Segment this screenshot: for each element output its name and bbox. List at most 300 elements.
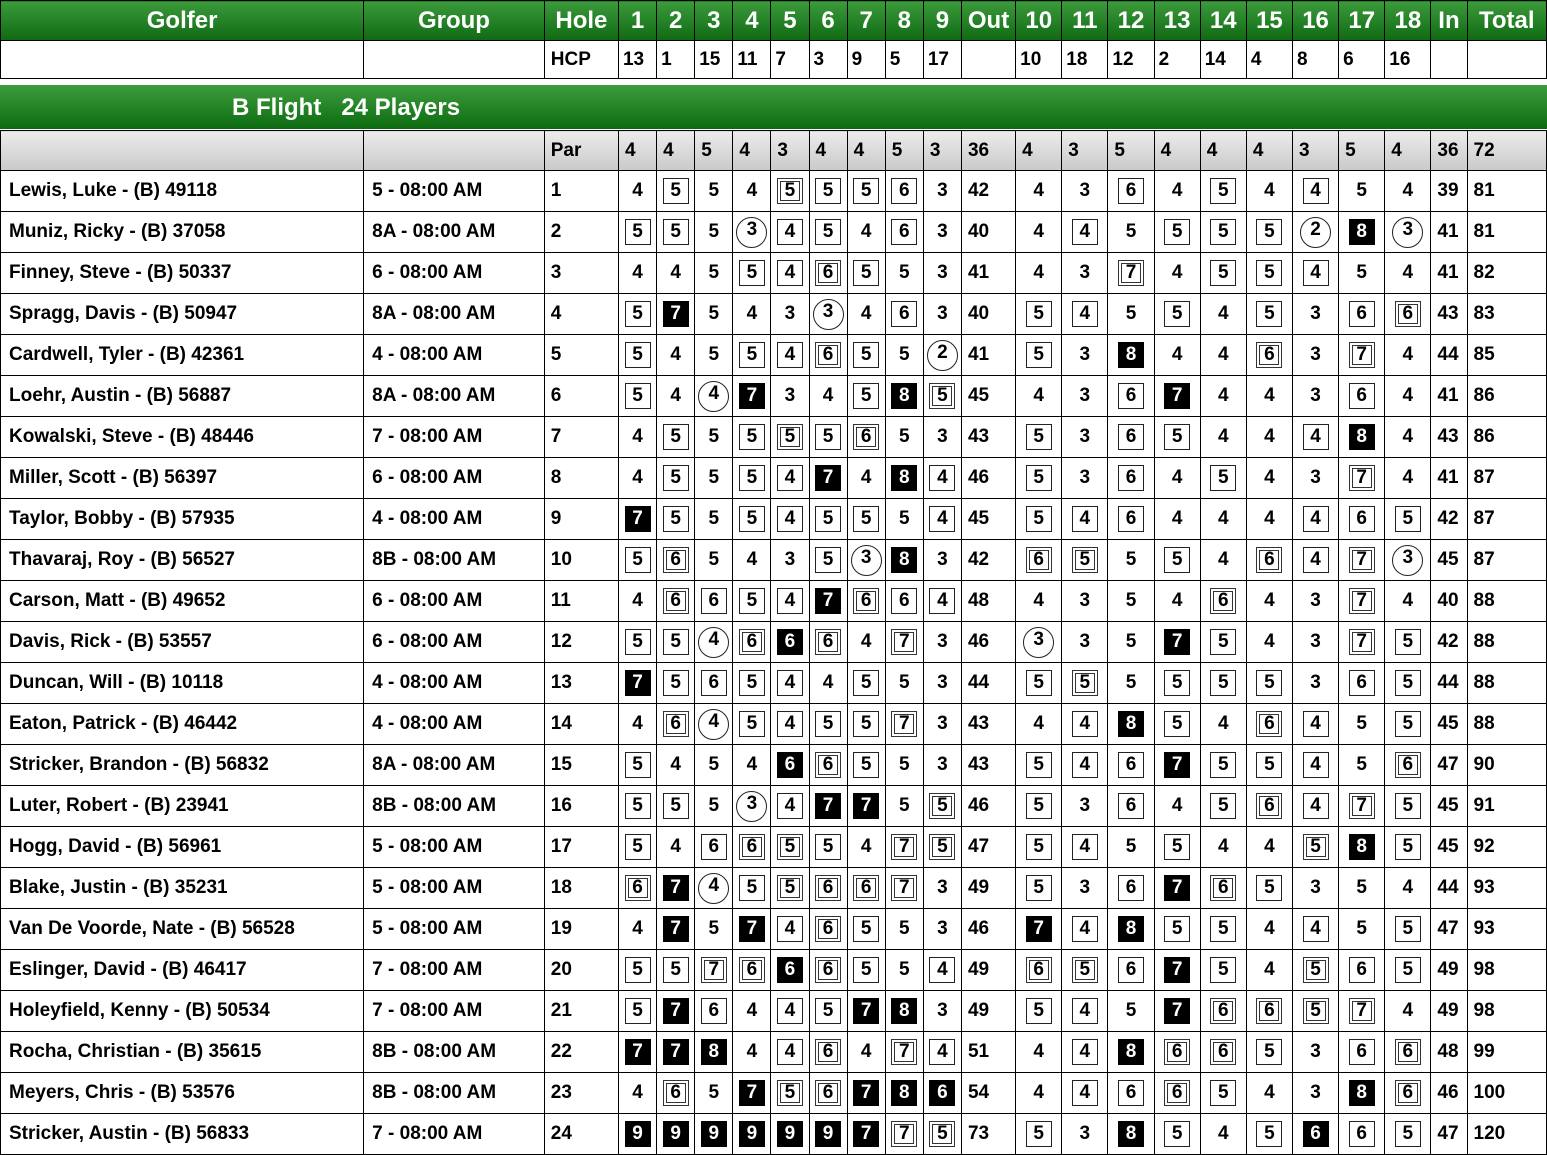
score-value: 4 [1217,1123,1229,1144]
score-cell [1200,827,1246,868]
score-cell [657,991,695,1032]
score-cell [695,1032,733,1073]
player-row[interactable] [1,335,1547,376]
score-value: 6 [815,752,841,778]
score-value: 4 [632,467,643,488]
player-name[interactable]: Davis, Rick - (B) 53557 [1,622,364,663]
score-cell [733,1114,771,1155]
score-cell [733,1073,771,1114]
score-cell [771,458,809,499]
score-value: 3 [937,262,948,283]
player-row[interactable] [1,868,1547,909]
player-row[interactable] [1,458,1547,499]
player-group: 8B - 08:00 AM [364,786,545,827]
score-cell [733,171,771,212]
player-row[interactable] [1,704,1547,745]
score-value: 7 [1164,752,1190,778]
hole-8-header[interactable]: 8 [885,1,923,41]
score-value: 5 [739,875,765,901]
score-value: 5 [1026,752,1052,778]
score-value: 4 [1033,713,1044,734]
score-value: 4 [777,711,803,737]
hole-2-header[interactable]: 2 [657,1,695,41]
player-row[interactable] [1,212,1547,253]
score-cell [809,540,847,581]
score-value: 3 [1310,590,1321,611]
player-name[interactable]: Lewis, Luke - (B) 49118 [1,171,364,212]
score-cell [923,417,961,458]
score-value: 4 [746,549,758,570]
player-row[interactable] [1,171,1547,212]
score-value: 7 [815,793,841,819]
score-value: 6 [815,629,841,655]
score-cell [1200,540,1246,581]
score-value: 4 [1171,262,1183,283]
hcp-cell: 15 [695,41,733,79]
score-cell [923,335,961,376]
score-cell [1292,1032,1338,1073]
player-out: 46 [961,458,1015,499]
hcp-cell: 17 [923,41,961,79]
hole-3-header[interactable]: 3 [695,1,733,41]
player-position: 9 [544,499,618,540]
score-cell [1154,827,1200,868]
score-value: 3 [1392,545,1423,576]
player-out: 43 [961,417,1015,458]
score-value: 3 [813,299,844,330]
hcp-blank-group [364,41,545,79]
score-cell [1292,540,1338,581]
score-value: 5 [708,795,720,816]
player-row[interactable] [1,745,1547,786]
score-value: 9 [777,1121,803,1147]
score-value: 6 [853,424,879,450]
score-cell [1062,868,1108,909]
score-cell [618,540,656,581]
score-cell [618,376,656,417]
player-row[interactable] [1,253,1547,294]
player-row[interactable] [1,950,1547,991]
score-value: 5 [1210,629,1236,655]
score-value: 5 [708,221,720,242]
player-out: 47 [961,827,1015,868]
player-position: 10 [544,540,618,581]
score-cell [771,991,809,1032]
score-cell [1385,868,1431,909]
player-name[interactable]: Loehr, Austin - (B) 56887 [1,376,364,417]
score-cell [809,827,847,868]
score-cell [1062,335,1108,376]
score-cell [618,1073,656,1114]
score-value: 3 [1310,631,1321,652]
score-value: 6 [739,834,765,860]
score-cell [1016,581,1062,622]
player-row[interactable] [1,622,1547,663]
flight-banner [0,85,1547,129]
score-value: 5 [739,260,765,286]
hcp-cell: 8 [1292,41,1338,79]
score-cell [809,704,847,745]
player-in: 39 [1431,171,1467,212]
score-value: 6 [853,875,879,901]
player-name[interactable]: Muniz, Ricky - (B) 37058 [1,212,364,253]
score-cell [1062,663,1108,704]
score-value: 3 [1079,180,1091,201]
score-cell [657,253,695,294]
score-value: 4 [632,426,643,447]
player-group: 4 - 08:00 AM [364,335,545,376]
score-value: 6 [625,875,651,901]
score-value: 5 [899,918,910,939]
score-cell [1016,1032,1062,1073]
hole-9-header[interactable]: 9 [923,1,961,41]
player-name[interactable]: Eslinger, David - (B) 46417 [1,950,364,991]
score-cell [1246,253,1292,294]
score-value: 4 [1072,916,1098,942]
player-name[interactable]: Miller, Scott - (B) 56397 [1,458,364,499]
player-name[interactable]: Van De Voorde, Nate - (B) 56528 [1,909,364,950]
hole-1-header[interactable]: 1 [618,1,656,41]
score-cell [1246,581,1292,622]
player-name[interactable]: Hogg, David - (B) 56961 [1,827,364,868]
score-value: 4 [1402,467,1414,488]
player-row[interactable] [1,540,1547,581]
player-out: 44 [961,663,1015,704]
score-cell [733,622,771,663]
score-value: 5 [899,754,910,775]
score-value: 4 [1402,877,1414,898]
player-row[interactable] [1,827,1547,868]
score-cell [1016,171,1062,212]
player-position: 22 [544,1032,618,1073]
score-value: 6 [815,957,841,983]
score-value: 4 [860,1041,872,1062]
hcp-cell: 6 [1339,41,1385,79]
score-value: 9 [625,1121,651,1147]
score-value: 6 [1395,1039,1421,1065]
score-value: 7 [815,588,841,614]
hole-6-header[interactable]: 6 [809,1,847,41]
hole-number-row [1,1,1547,41]
score-cell [885,499,923,540]
out-header[interactable]: Out [961,1,1015,41]
player-position: 2 [544,212,618,253]
score-value: 4 [1171,508,1183,529]
score-value: 5 [663,793,689,819]
player-name[interactable]: Spragg, Davis - (B) 50947 [1,294,364,335]
score-cell [1292,499,1338,540]
score-cell [1246,1073,1292,1114]
score-cell [1339,1114,1385,1155]
score-value: 5 [1210,916,1236,942]
score-value: 5 [625,219,651,245]
score-value: 3 [784,385,796,406]
score-value: 5 [663,670,689,696]
score-value: 7 [853,793,879,819]
score-cell [771,704,809,745]
player-row[interactable] [1,294,1547,335]
player-name[interactable]: Kowalski, Steve - (B) 48446 [1,417,364,458]
score-cell [847,704,885,745]
score-cell [1200,868,1246,909]
player-row[interactable] [1,417,1547,458]
player-row[interactable] [1,786,1547,827]
player-name[interactable]: Holeyfield, Kenny - (B) 50534 [1,991,364,1032]
hole-5-header[interactable]: 5 [771,1,809,41]
score-value: 3 [1079,590,1091,611]
score-value: 7 [663,916,689,942]
score-value: 5 [929,793,955,819]
player-row[interactable] [1,1114,1547,1155]
score-cell [1292,704,1338,745]
hole-18-header[interactable]: 18 [1385,1,1431,41]
score-value: 7 [853,1080,879,1106]
score-cell [809,663,847,704]
score-value: 5 [1210,178,1236,204]
hcp-cell: 5 [885,41,923,79]
score-cell [885,540,923,581]
score-value: 4 [1217,344,1229,365]
score-value: 6 [1118,957,1144,983]
player-name[interactable]: Stricker, Brandon - (B) 56832 [1,745,364,786]
score-value: 5 [1026,465,1052,491]
score-cell [923,868,961,909]
score-cell [1016,376,1062,417]
score-cell [1200,335,1246,376]
player-row[interactable] [1,1073,1547,1114]
player-group: 8A - 08:00 AM [364,745,545,786]
score-value: 6 [853,588,879,614]
score-cell [1385,294,1431,335]
score-cell [1108,540,1154,581]
score-value: 5 [1256,752,1282,778]
score-value: 6 [701,670,727,696]
player-row[interactable] [1,1032,1547,1073]
score-value: 5 [708,426,720,447]
score-value: 5 [708,549,720,570]
score-cell [1246,499,1292,540]
score-value: 4 [777,916,803,942]
score-value: 4 [929,588,955,614]
player-name[interactable]: Finney, Steve - (B) 50337 [1,253,364,294]
score-cell [1154,745,1200,786]
col-golfer-header[interactable]: Golfer [1,1,364,41]
score-cell [695,786,733,827]
score-value: 6 [1026,957,1052,983]
score-value: 7 [891,1121,917,1147]
player-name[interactable]: Cardwell, Tyler - (B) 42361 [1,335,364,376]
score-value: 5 [1125,672,1137,693]
score-value: 6 [1026,547,1052,573]
player-total: 88 [1467,622,1546,663]
score-cell [1062,376,1108,417]
score-cell [1016,868,1062,909]
score-value: 4 [1033,221,1044,242]
score-value: 6 [1349,957,1375,983]
score-value: 4 [1264,836,1275,857]
score-cell [1108,663,1154,704]
score-value: 3 [937,549,948,570]
player-row[interactable] [1,499,1547,540]
player-total: 85 [1467,335,1546,376]
score-cell [1108,909,1154,950]
player-name[interactable]: Meyers, Chris - (B) 53576 [1,1073,364,1114]
score-cell [1292,827,1338,868]
score-cell [885,581,923,622]
score-value: 6 [1118,875,1144,901]
score-cell [1385,663,1431,704]
hole-15-header[interactable]: 15 [1246,1,1292,41]
player-name[interactable]: Rocha, Christian - (B) 35615 [1,1032,364,1073]
score-cell [771,294,809,335]
player-total: 98 [1467,950,1546,991]
score-value: 6 [1210,998,1236,1024]
player-row[interactable] [1,581,1547,622]
par-cell: 4 [618,131,656,171]
score-value: 7 [663,998,689,1024]
hole-7-header[interactable]: 7 [847,1,885,41]
score-value: 5 [1356,180,1367,201]
player-name[interactable]: Taylor, Bobby - (B) 57935 [1,499,364,540]
score-value: 6 [1349,670,1375,696]
score-cell [1200,950,1246,991]
player-name[interactable]: Luter, Robert - (B) 23941 [1,786,364,827]
player-out: 45 [961,499,1015,540]
score-cell [657,294,695,335]
score-value: 7 [1164,875,1190,901]
hole-12-header[interactable]: 12 [1108,1,1154,41]
score-value: 6 [663,711,689,737]
hole-13-header[interactable]: 13 [1154,1,1200,41]
score-cell [1246,622,1292,663]
score-value: 5 [1210,752,1236,778]
score-value: 6 [1303,1121,1329,1147]
score-cell [1292,458,1338,499]
score-value: 5 [739,342,765,368]
hole-10-header[interactable]: 10 [1016,1,1062,41]
score-value: 5 [853,506,879,532]
hole-11-header[interactable]: 11 [1062,1,1108,41]
score-value: 6 [1395,1080,1421,1106]
score-cell [1292,376,1338,417]
player-row[interactable] [1,663,1547,704]
hcp-total-blank [1467,41,1546,79]
total-header[interactable]: Total [1467,1,1546,41]
hole-14-header[interactable]: 14 [1200,1,1246,41]
score-value: 5 [1125,303,1137,324]
in-header[interactable]: In [1431,1,1467,41]
player-row[interactable] [1,991,1547,1032]
score-value: 4 [746,180,758,201]
score-cell [618,909,656,950]
score-value: 5 [777,875,803,901]
score-value: 4 [746,754,758,775]
col-group-header[interactable]: Group [364,1,545,41]
score-value: 4 [860,836,872,857]
player-name[interactable]: Eaton, Patrick - (B) 46442 [1,704,364,745]
score-value: 4 [698,709,729,740]
score-value: 5 [625,752,651,778]
col-hole-header[interactable]: Hole [544,1,618,41]
score-value: 4 [777,998,803,1024]
player-name[interactable]: Blake, Justin - (B) 35231 [1,868,364,909]
score-value: 6 [1118,383,1144,409]
score-cell [1062,212,1108,253]
score-cell [1062,950,1108,991]
score-cell [1339,499,1385,540]
score-value: 5 [777,178,803,204]
player-in: 44 [1431,868,1467,909]
score-cell [923,458,961,499]
score-value: 5 [777,834,803,860]
score-cell [1339,991,1385,1032]
par-cell: 4 [657,131,695,171]
player-group: 7 - 08:00 AM [364,1114,545,1155]
score-value: 3 [1023,627,1054,658]
score-value: 4 [860,467,872,488]
player-out: 48 [961,581,1015,622]
score-value: 5 [1026,424,1052,450]
player-name[interactable]: Carson, Matt - (B) 49652 [1,581,364,622]
score-value: 4 [777,260,803,286]
score-value: 5 [1256,1121,1282,1147]
player-name[interactable]: Thavaraj, Roy - (B) 56527 [1,540,364,581]
score-cell [1246,745,1292,786]
player-position: 4 [544,294,618,335]
hole-4-header[interactable]: 4 [733,1,771,41]
player-out: 40 [961,294,1015,335]
score-cell [1246,704,1292,745]
score-value: 6 [663,1080,689,1106]
score-cell [618,950,656,991]
score-value: 5 [853,342,879,368]
score-cell [618,212,656,253]
player-name[interactable]: Duncan, Will - (B) 10118 [1,663,364,704]
score-value: 8 [891,1080,917,1106]
score-cell [657,499,695,540]
player-total: 98 [1467,991,1546,1032]
score-value: 4 [777,465,803,491]
score-value: 5 [663,424,689,450]
score-cell [923,663,961,704]
score-cell [809,458,847,499]
score-cell [885,376,923,417]
score-cell [695,704,733,745]
player-position: 13 [544,663,618,704]
score-cell [657,909,695,950]
score-value: 5 [1256,301,1282,327]
par-row [1,131,1547,171]
score-cell [1246,663,1292,704]
player-name[interactable]: Stricker, Austin - (B) 56833 [1,1114,364,1155]
player-row[interactable] [1,376,1547,417]
player-total: 81 [1467,171,1546,212]
score-value: 5 [1164,711,1190,737]
hole-16-header[interactable]: 16 [1292,1,1338,41]
score-value: 4 [698,381,729,412]
score-value: 7 [853,998,879,1024]
hole-17-header[interactable]: 17 [1339,1,1385,41]
score-value: 5 [625,834,651,860]
score-cell [1154,212,1200,253]
score-cell [618,499,656,540]
score-cell [771,581,809,622]
player-row[interactable] [1,909,1547,950]
score-value: 4 [1402,385,1414,406]
score-value: 6 [1349,1039,1375,1065]
player-group: 4 - 08:00 AM [364,663,545,704]
score-cell [1016,417,1062,458]
